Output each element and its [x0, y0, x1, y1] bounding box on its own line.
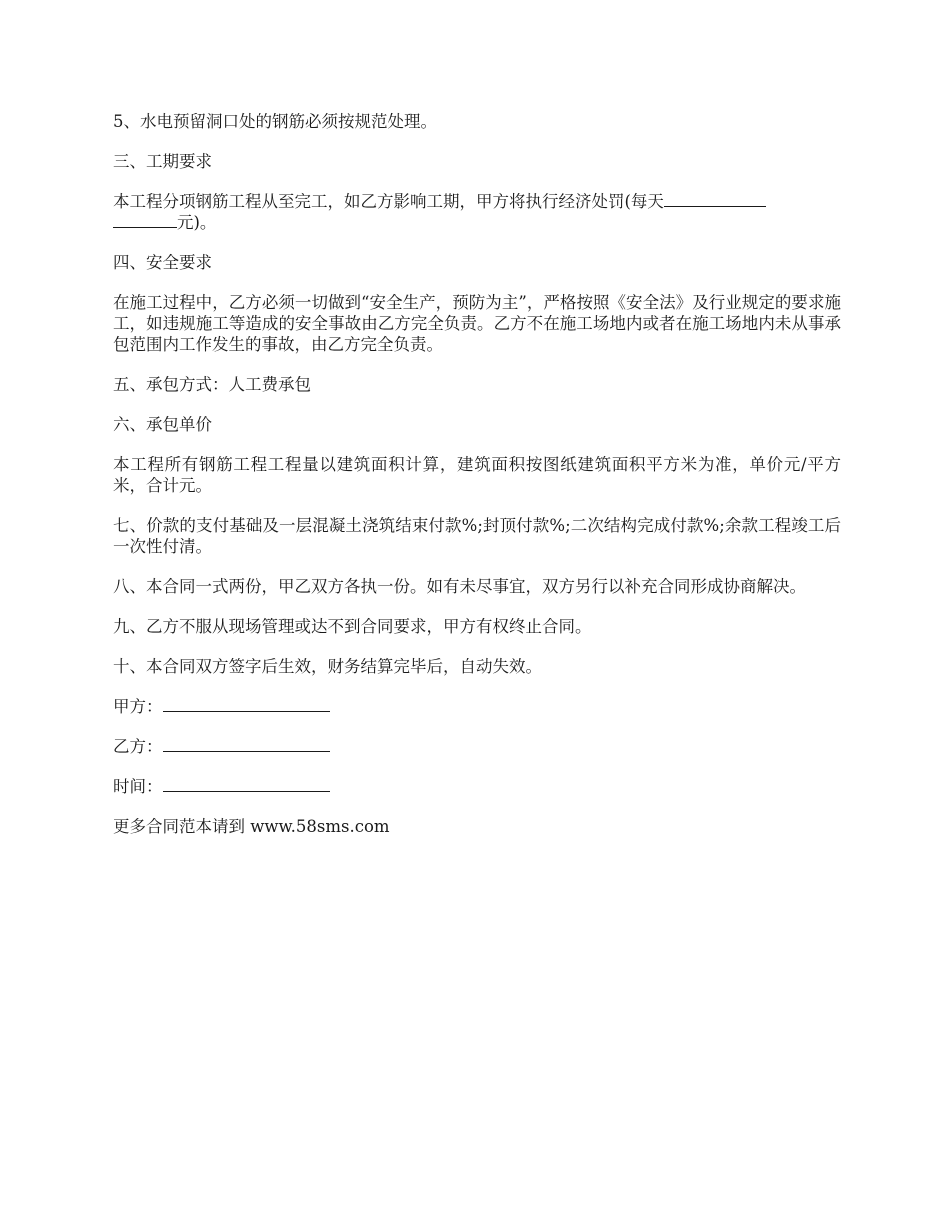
penalty-unit-text: 元)。	[177, 213, 217, 232]
clause-unit-price: 本工程所有钢筋工程工程量以建筑面积计算，建筑面积按图纸建筑面积平方米为准，单价元/平方米，合计元。	[113, 455, 841, 495]
penalty-amount-blank-1	[664, 192, 766, 207]
clause-safety: 在施工过程中，乙方必须一切做到“安全生产，预防为主”，严格按照《安全法》及行业规定的要求施工，如违规施工等造成的安全事故由乙方完全负责。乙方不在施工场地内或者在施工场地内未从事承包范围内工作发生的事故，由乙方完全负责。	[113, 293, 841, 354]
signature-party-a-label: 甲方：	[113, 697, 163, 716]
signature-party-a-blank	[163, 697, 330, 712]
signature-party-b-label: 乙方：	[113, 737, 163, 756]
clause-contract-method: 五、承包方式：人工费承包	[113, 375, 311, 394]
signature-party-a	[113, 696, 841, 717]
penalty-text: 本工程分项钢筋工程从至完工，如乙方影响工期，甲方将执行经济处罚(每天	[113, 192, 664, 211]
signature-time	[113, 776, 841, 797]
clause-schedule-penalty	[113, 191, 841, 233]
document-body	[113, 111, 841, 856]
signature-party-b	[113, 736, 841, 757]
heading-unit-price: 六、承包单价	[113, 415, 212, 434]
clause-rebar-openings: 5、水电预留洞口处的钢筋必须按规范处理。	[113, 112, 437, 131]
clause-effectiveness: 十、本合同双方签字后生效，财务结算完毕后，自动失效。	[113, 657, 542, 676]
clause-payment: 七、价款的支付基础及一层混凝土浇筑结束付款%;封顶付款%;二次结构完成付款%;余款工程竣工后一次性付清。	[113, 516, 841, 556]
clause-copies: 八、本合同一式两份，甲乙双方各执一份。如有未尽事宜，双方另行以补充合同形成协商解决。	[113, 577, 806, 596]
signature-time-label: 时间：	[113, 777, 163, 796]
footer-text: 更多合同范本请到 www.58sms.com	[113, 817, 390, 836]
heading-safety-requirements: 四、安全要求	[113, 253, 212, 272]
clause-termination: 九、乙方不服从现场管理或达不到合同要求，甲方有权终止合同。	[113, 617, 592, 636]
heading-schedule-requirements: 三、工期要求	[113, 152, 212, 171]
signature-time-blank	[163, 777, 330, 792]
penalty-amount-blank-2	[113, 213, 177, 228]
signature-party-b-blank	[163, 737, 330, 752]
